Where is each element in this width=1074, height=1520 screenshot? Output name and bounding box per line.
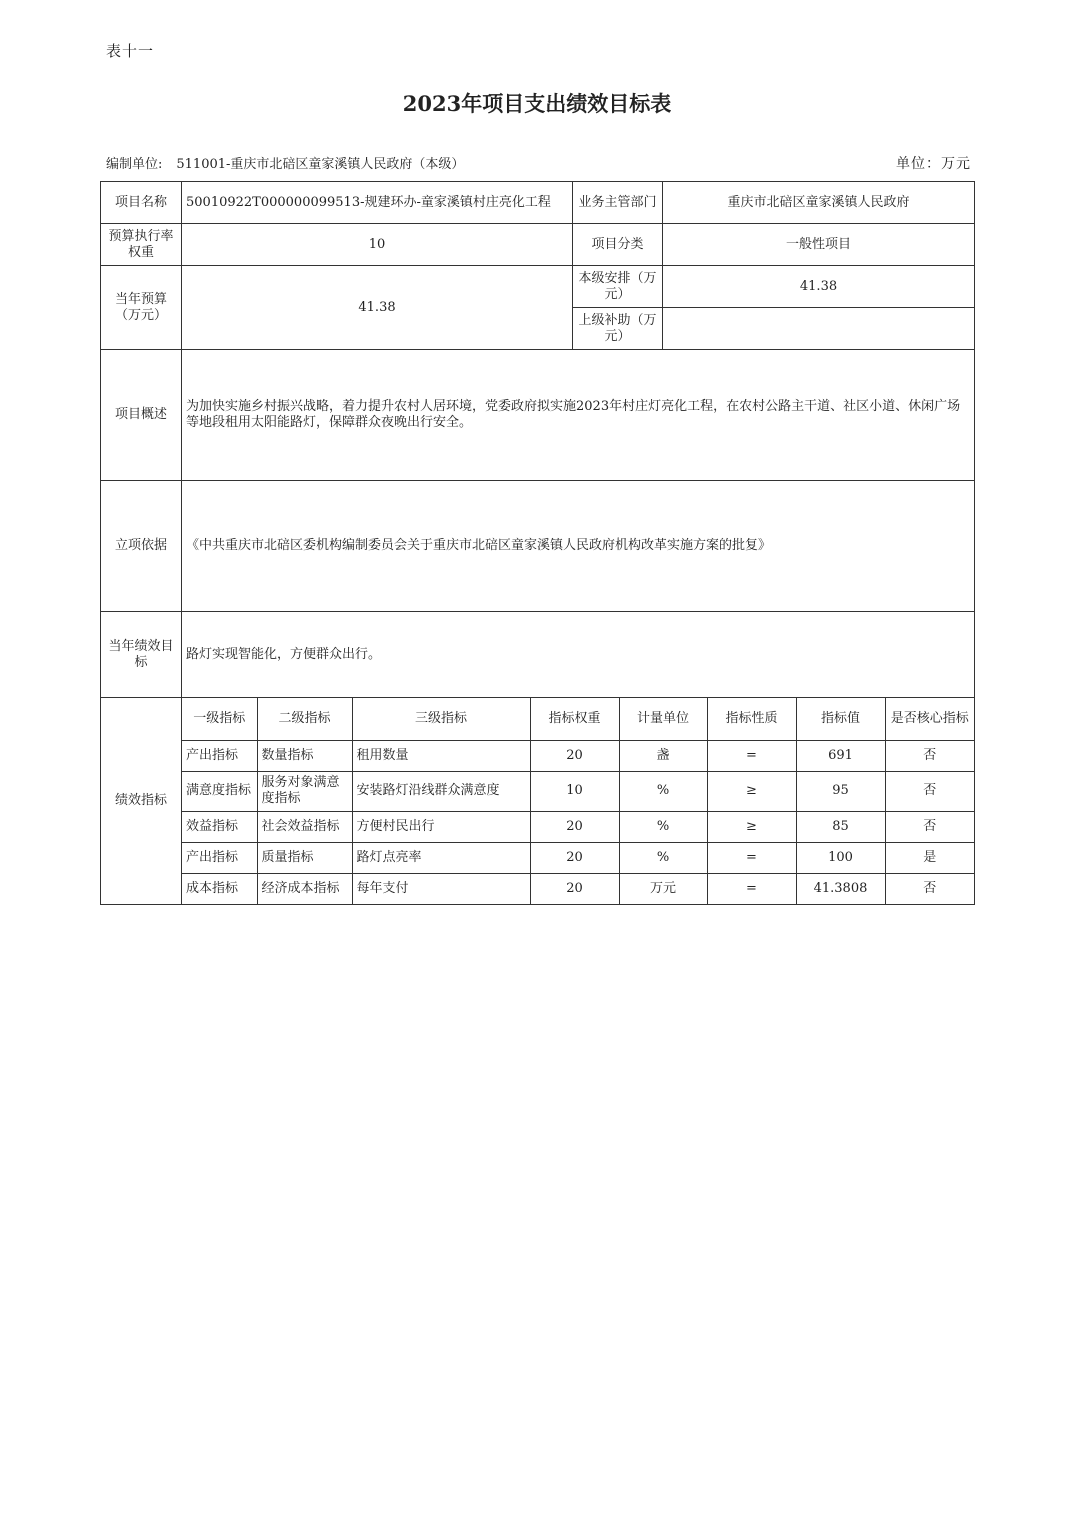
table-row <box>182 771 974 811</box>
org-value: 511001-重庆市北碚区童家溪镇人民政府（本级） <box>176 157 465 172</box>
goal-value: 路灯实现智能化，方便群众出行。 <box>182 612 975 698</box>
basis-value: 《中共重庆市北碚区委机构编制委员会关于重庆市北碚区童家溪镇人民政府机构改革实施方案的批复》 <box>182 481 975 612</box>
perf-level1: 产出指标 <box>182 842 257 873</box>
local-funding-value: 41.38 <box>663 266 975 308</box>
perf-level1: 产出指标 <box>182 740 257 771</box>
perf-core: 否 <box>885 771 974 811</box>
perf-level2: 服务对象满意度指标 <box>257 771 352 811</box>
dept-value: 重庆市北碚区童家溪镇人民政府 <box>663 182 975 224</box>
perf-unit: 盏 <box>619 740 707 771</box>
project-name-label: 项目名称 <box>101 182 182 224</box>
budget-label: 当年预算（万元） <box>101 266 182 350</box>
category-value: 一般性项目 <box>663 224 975 266</box>
perf-indicators-cell <box>182 698 975 905</box>
perf-value: 691 <box>796 740 885 771</box>
perf-weight: 10 <box>530 771 619 811</box>
perf-weight: 20 <box>530 873 619 904</box>
perf-weight: 20 <box>530 811 619 842</box>
perf-level3: 安装路灯沿线群众满意度 <box>352 771 530 811</box>
perf-nature: = <box>707 740 796 771</box>
budget-value: 41.38 <box>182 266 573 350</box>
perf-core: 否 <box>885 740 974 771</box>
perf-level3: 每年支付 <box>352 873 530 904</box>
perf-header-cell: 二级指标 <box>257 698 352 740</box>
local-funding-label: 本级安排（万元） <box>573 266 663 308</box>
dept-label: 业务主管部门 <box>573 182 663 224</box>
perf-unit: 万元 <box>619 873 707 904</box>
perf-level2: 经济成本指标 <box>257 873 352 904</box>
perf-header-cell: 一级指标 <box>182 698 257 740</box>
goal-label: 当年绩效目标 <box>101 612 182 698</box>
perf-core: 是 <box>885 842 974 873</box>
perf-header-cell: 是否核心指标 <box>885 698 974 740</box>
perf-header-row <box>182 698 974 740</box>
table-row <box>182 740 974 771</box>
upper-subsidy-value <box>663 308 975 350</box>
perf-header-cell: 指标权重 <box>530 698 619 740</box>
perf-indicators-table <box>182 698 974 904</box>
weight-label: 预算执行率权重 <box>101 224 182 266</box>
perf-nature: ≥ <box>707 771 796 811</box>
perf-level1: 满意度指标 <box>182 771 257 811</box>
perf-unit: % <box>619 811 707 842</box>
table-row <box>182 842 974 873</box>
perf-unit: % <box>619 771 707 811</box>
perf-unit: % <box>619 842 707 873</box>
perf-weight: 20 <box>530 842 619 873</box>
perf-level2: 质量指标 <box>257 842 352 873</box>
perf-header-cell: 指标性质 <box>707 698 796 740</box>
weight-value: 10 <box>182 224 573 266</box>
perf-level1: 效益指标 <box>182 811 257 842</box>
unit-label: 单位：万元 <box>896 156 971 172</box>
perf-nature: = <box>707 873 796 904</box>
table-row <box>182 873 974 904</box>
perf-level2: 社会效益指标 <box>257 811 352 842</box>
upper-subsidy-label: 上级补助（万元） <box>573 308 663 350</box>
perf-nature: = <box>707 842 796 873</box>
perf-level1: 成本指标 <box>182 873 257 904</box>
category-label: 项目分类 <box>573 224 663 266</box>
perf-level3: 路灯点亮率 <box>352 842 530 873</box>
perf-nature: ≥ <box>707 811 796 842</box>
perf-header-cell: 三级指标 <box>352 698 530 740</box>
table-number-tag: 表十一 <box>106 42 155 60</box>
performance-target-table <box>100 181 975 905</box>
project-name-value: 50010922T000000099513-规建环办-童家溪镇村庄亮化工程 <box>182 182 573 224</box>
overview-value: 为加快实施乡村振兴战略，着力提升农村人居环境，党委政府拟实施2023年村庄灯亮化工程，在农村公路主干道、社区小道、休闲广场等地段租用太阳能路灯，保障群众夜晚出行安全。 <box>182 350 975 481</box>
perf-value: 85 <box>796 811 885 842</box>
perf-level2: 数量指标 <box>257 740 352 771</box>
perf-level3: 租用数量 <box>352 740 530 771</box>
perf-value: 100 <box>796 842 885 873</box>
basis-label: 立项依据 <box>101 481 182 612</box>
perf-value: 95 <box>796 771 885 811</box>
perf-weight: 20 <box>530 740 619 771</box>
perf-core: 否 <box>885 811 974 842</box>
org-line <box>106 153 464 172</box>
org-label: 编制单位: <box>106 157 163 172</box>
perf-header-cell: 指标值 <box>796 698 885 740</box>
perf-header-cell: 计量单位 <box>619 698 707 740</box>
page-title: 2023年项目支出绩效目标表 <box>402 91 672 116</box>
overview-label: 项目概述 <box>101 350 182 481</box>
perf-core: 否 <box>885 873 974 904</box>
perf-indicators-label: 绩效指标 <box>101 698 182 905</box>
perf-value: 41.3808 <box>796 873 885 904</box>
perf-level3: 方便村民出行 <box>352 811 530 842</box>
table-row <box>182 811 974 842</box>
